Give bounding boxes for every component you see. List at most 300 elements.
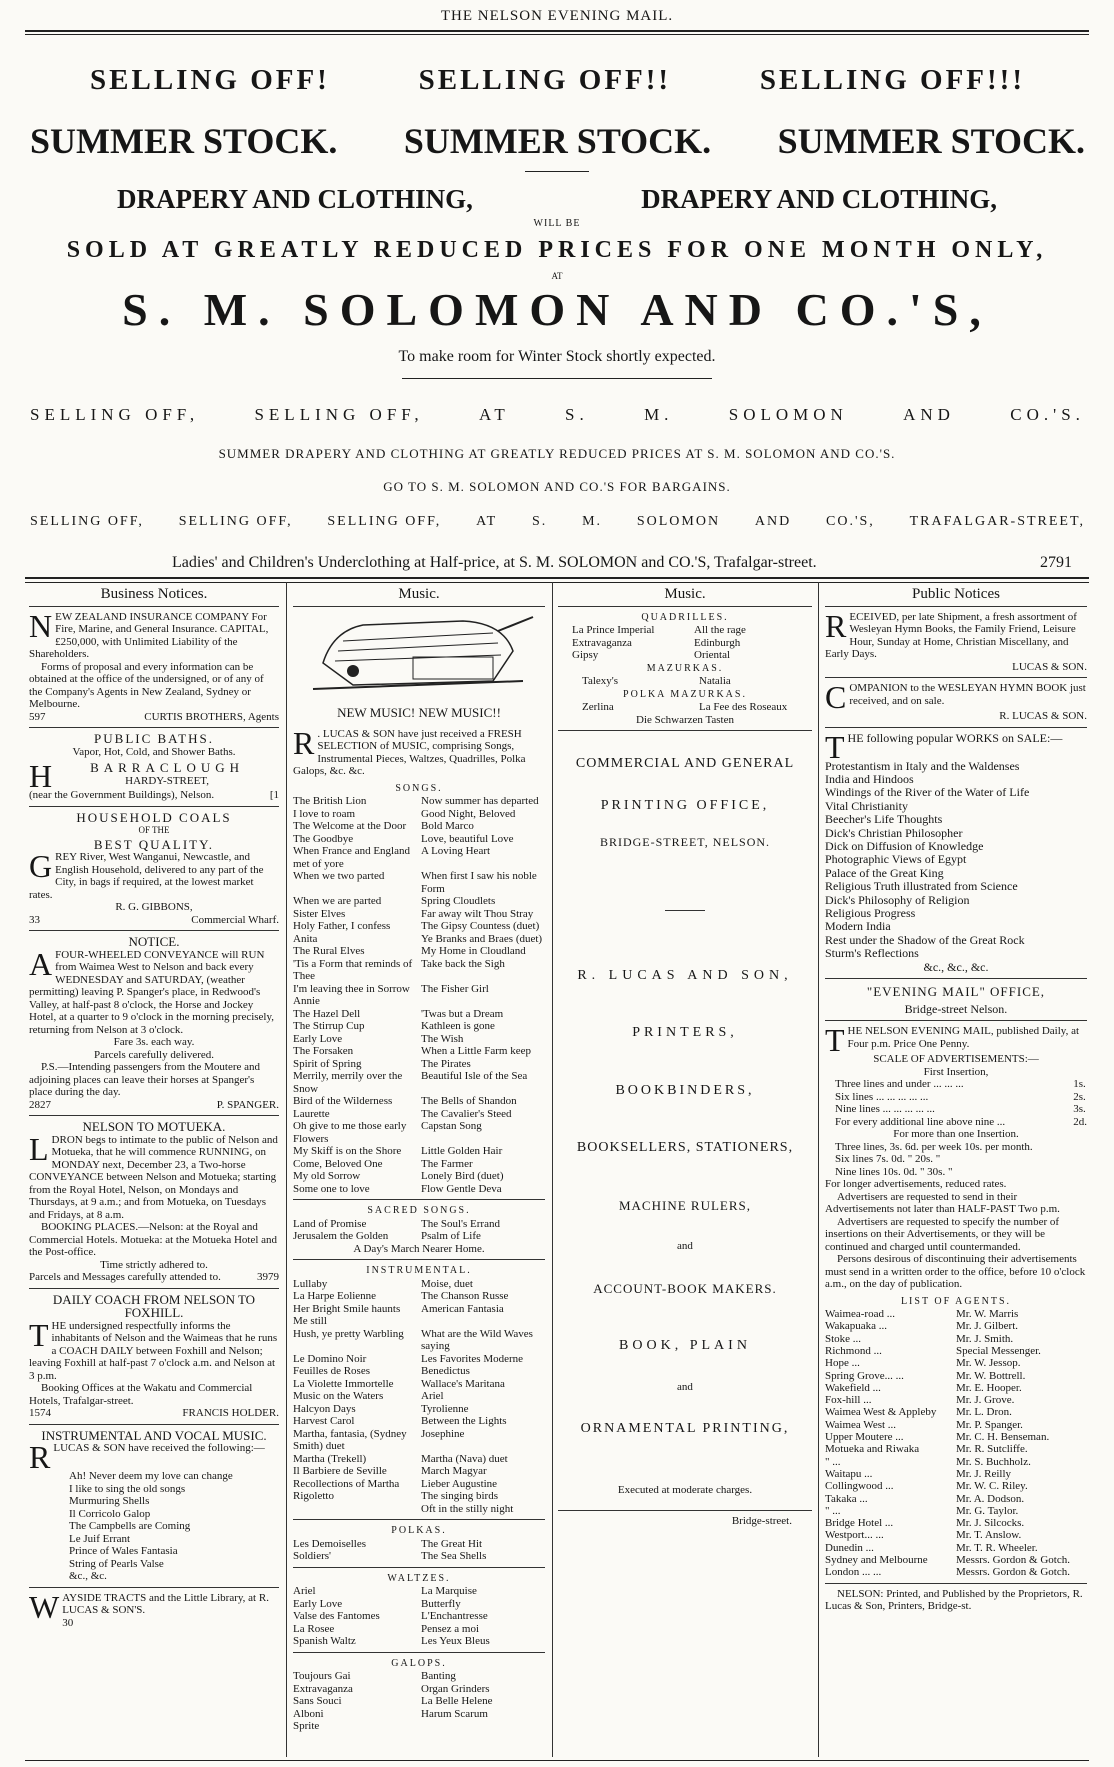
drop-cap: W — [29, 1588, 60, 1625]
l4-e: S. — [531, 514, 548, 529]
work-title: Religious Progress — [825, 905, 916, 920]
galop: La Belle Helene — [421, 1695, 493, 1707]
sacred-song: Psalm of Life — [421, 1230, 481, 1242]
divider — [558, 730, 812, 731]
polka-mazurkas-list — [558, 701, 812, 714]
instrumental-piece: Il Barbiere de Seville — [293, 1465, 387, 1477]
mail-p3: Persons desirous of discontinuing their advertisements must send in a written order to the office, before 10 o'clock a.m., on the day of publication. — [825, 1253, 1086, 1291]
conveyance-sig: P. SPANGER. — [216, 1098, 279, 1111]
divider — [29, 727, 279, 728]
column-business-notices — [29, 588, 279, 1629]
agent-cell: Mr. W. C. Riley. — [956, 1480, 1028, 1493]
song-title: Beautiful Isle of the Sea — [421, 1070, 528, 1082]
galops-title: GALOPS. — [391, 1657, 447, 1669]
insurance-body: Forms of proposal and every information can be obtained at the office of the undersigned, or of any of the Company's Agents in New Zealand, Sydney or Melbourne. — [29, 660, 264, 710]
polka: Soldiers' — [293, 1550, 332, 1562]
agent-cell: Mr. R. Sutcliffe. — [956, 1443, 1028, 1456]
divider — [825, 978, 1087, 979]
public-notices-heading: Public Notices — [912, 586, 1000, 602]
rate-cell: For every additional line above nine ... — [835, 1115, 1006, 1128]
song-title: Spring Cloudlets — [421, 895, 496, 907]
drop-cap: H — [29, 758, 53, 794]
agent-cell: Stoke ... — [825, 1332, 862, 1345]
divider — [29, 806, 279, 807]
divider — [29, 930, 279, 931]
music-instruments-icon — [293, 611, 545, 699]
notice-title: NOTICE. — [128, 934, 180, 949]
agent-cell: Collingwood ... — [825, 1480, 894, 1493]
divider — [293, 606, 545, 607]
agent-cell: Mr. T. R. Wheeler. — [956, 1541, 1038, 1554]
waltz: L'Enchantresse — [421, 1610, 488, 1622]
agent-cell: " ... — [825, 1504, 841, 1517]
divider — [29, 1115, 279, 1116]
agent-cell: Waimea-road ... — [825, 1308, 895, 1321]
conveyance-ps: P.S.—Intending passengers from the Moutere and adjoining places can leave their horses at Spanger's place during the day. — [29, 1061, 261, 1098]
coach-notice — [29, 1316, 279, 1420]
song-title: Far away wilt Thou Stray — [421, 907, 534, 920]
companion-text: OMPANION to the WESLEYAN HYMN BOOK just received, and on sale. — [849, 682, 1086, 707]
agent-cell: Mr. C. H. Benseman. — [956, 1431, 1050, 1444]
printing-line-1: COMMERCIAL AND GENERAL — [575, 756, 795, 771]
works-list — [825, 760, 1087, 961]
song-title: Love, beautiful Love — [421, 832, 514, 845]
mail-more: For more than one Insertion. — [893, 1128, 1019, 1141]
selling-line-1 — [30, 405, 1085, 425]
l1-a: SELLING OFF, — [30, 405, 200, 424]
polka-mazurkas-extra: Die Schwarzen Tasten — [636, 713, 734, 726]
list-item: Il Corricolo Galop — [69, 1507, 151, 1520]
agent-cell: Mr. J. Smith. — [956, 1332, 1014, 1345]
agent-cell: Mr. W. Marris — [956, 1308, 1019, 1321]
coals-best: BEST QUALITY. — [93, 836, 215, 852]
rate-cell: 2s. — [1073, 1090, 1086, 1103]
waltz: Les Yeux Bleus — [421, 1635, 490, 1647]
instrumental-piece — [293, 1503, 417, 1516]
ad-number: 2791 — [1040, 554, 1072, 571]
rate-cell: Three lines and under ... ... ... — [835, 1078, 964, 1091]
agent-cell: Bridge Hotel ... — [825, 1517, 894, 1530]
rate-cell: 3s. — [1073, 1103, 1086, 1116]
song-title: The Gipsy Countess (duet) — [421, 920, 540, 932]
agent-cell: Mr. S. Buchholz. — [956, 1455, 1031, 1468]
selling-off-1: SELLING OFF! — [90, 64, 330, 96]
agent-cell: Mr. J. Gilbert. — [956, 1320, 1019, 1333]
song-title: A Loving Heart — [421, 845, 491, 857]
mail-scale: SCALE OF ADVERTISEMENTS:— — [873, 1053, 1039, 1066]
tracts-text: AYSIDE TRACTS and the Little Library, at R. LUCAS & SON'S. — [62, 1591, 269, 1616]
trade-bookbinders: BOOKBINDERS, — [615, 1082, 755, 1098]
song-title: Capstan Song — [421, 1120, 482, 1132]
l4-a: SELLING OFF, — [30, 514, 144, 529]
divider — [29, 606, 279, 607]
work-title: Windings of the River of the Water of Life — [825, 785, 1030, 800]
agent-cell: London ... ... — [825, 1566, 882, 1579]
galop: Extravaganza — [293, 1682, 353, 1695]
coach-num: 1574 — [29, 1407, 51, 1419]
drop-cap: R — [29, 1439, 51, 1475]
music-heading: Music. — [398, 586, 440, 602]
galop: Banting — [421, 1670, 456, 1682]
song-title: Early Love — [293, 1032, 343, 1045]
baths-name: BARRACLOUGH — [90, 760, 245, 775]
will-be: WILL BE — [533, 218, 581, 229]
agent-cell: Hope ... — [825, 1357, 860, 1370]
instrumental-piece: Oft in the stilly night — [421, 1502, 514, 1515]
polkas-list — [293, 1538, 545, 1563]
agent-cell: Messrs. Gordon & Gotch. — [956, 1566, 1070, 1579]
insurance-text: EW ZEALAND INSURANCE COMPANY For Fire, Marine, and General Insurance. CAPITAL, £250,000, with Unlimited Liability of the Shareholders. — [29, 610, 269, 660]
instrumental-piece: Lieber Augustine — [421, 1477, 498, 1490]
song-title: When France and England met of yore — [293, 845, 410, 870]
trade-booksellers: BOOKSELLERS, STATIONERS, — [576, 1140, 794, 1155]
music-intro — [293, 724, 545, 778]
ad-bottom-rule — [25, 577, 1089, 579]
work-title: Dick's Christian Philosopher — [825, 825, 963, 840]
galop: Toujours Gai — [293, 1670, 351, 1682]
galop: Alboni — [293, 1707, 324, 1720]
l1-g: AND — [903, 405, 955, 424]
coals-wharf: Commercial Wharf. — [191, 913, 279, 926]
drapery-1: DRAPERY AND CLOTHING, — [117, 184, 473, 214]
divider — [29, 1288, 279, 1289]
song-title: My Skiff is on the Shore — [293, 1145, 402, 1157]
new-music-banner: NEW MUSIC! NEW MUSIC!! — [337, 705, 501, 720]
polka-mazurka: La Fee des Roseaux — [699, 701, 788, 713]
list-item: Murmuring Shells — [69, 1495, 150, 1507]
agent-cell: Waimea West ... — [825, 1418, 897, 1431]
music-heading-2: Music. — [664, 586, 706, 602]
conveyance-fare: Fare 3s. each way. — [113, 1036, 195, 1048]
agents-list — [825, 1308, 1087, 1579]
drapery-row — [117, 184, 997, 215]
quadrille: Extravaganza — [572, 636, 632, 649]
rate-cell: Six lines ... ... ... ... ... — [835, 1090, 929, 1103]
agent-cell: Mr. G. Taylor. — [956, 1504, 1019, 1517]
instrumental-piece: Music on the Waters — [293, 1390, 384, 1402]
galop: Organ Grinders — [421, 1682, 490, 1695]
lucas-firm: R. LUCAS AND SON, — [577, 967, 793, 983]
polka: Les Demoiselles — [293, 1537, 367, 1550]
instrumental-list — [293, 1278, 545, 1516]
song-title: When first I saw his noble Form — [421, 870, 537, 895]
divider — [558, 606, 812, 607]
agent-cell: Dunedin ... — [825, 1541, 874, 1554]
song-title: The Wish — [421, 1032, 464, 1045]
trade-book-plain: BOOK, PLAIN — [619, 1338, 751, 1353]
coach-text: HE undersigned respectfully informs the inhabitants of Nelson and the Waimeas that he runs a COACH DAILY between Foxhill and Nelson; leaving Foxhill at half-past 7 o'clock a.m. and Nelson at 3 p.m. — [29, 1319, 278, 1382]
summer-stock-2: SUMMER STOCK. — [403, 121, 712, 161]
instrumental-piece: Les Favorites Moderne — [421, 1352, 524, 1365]
agent-cell: Mr. L. Dron. — [956, 1406, 1012, 1419]
song-title: The Forsaken — [293, 1045, 354, 1057]
ad-bottom-rule-thin — [25, 582, 1089, 583]
mail-first: First Insertion, — [923, 1065, 989, 1078]
quadrille: Oriental — [694, 649, 731, 661]
summer-stock-3: SUMMER STOCK. — [777, 121, 1085, 161]
song-title: My old Sorrow — [293, 1170, 361, 1182]
selling-line-4 — [30, 514, 1085, 530]
instrumental-piece: Halcyon Days — [293, 1402, 356, 1415]
divider — [825, 727, 1087, 728]
l1-b: SELLING OFF, — [254, 405, 424, 424]
drop-cap: L — [29, 1130, 49, 1167]
song-title: Lonely Bird (duet) — [421, 1170, 504, 1182]
rate-cell: 1s. — [1073, 1078, 1086, 1091]
column-divider-2 — [552, 582, 553, 1757]
agent-cell: Mr. P. Spanger. — [956, 1418, 1023, 1431]
firm-name: S. M. SOLOMON AND CO.'S, — [122, 284, 992, 335]
trade-printers: PRINTERS, — [632, 1025, 738, 1040]
companion-sig: R. LUCAS & SON. — [999, 710, 1087, 722]
make-room: To make room for Winter Stock shortly expected. — [398, 348, 716, 365]
work-title: Dick's Philosophy of Religion — [825, 892, 970, 907]
instrumental-piece: Tyrolienne — [421, 1402, 469, 1415]
galop — [421, 1720, 545, 1733]
mazurkas-list — [558, 675, 812, 688]
trade-machine-rulers: MACHINE RULERS, — [618, 1197, 751, 1213]
song-title: The Stirrup Cup — [293, 1020, 365, 1032]
song-title: The Fisher Girl — [421, 982, 489, 995]
mail-p1: Advertisers are requested to send in their Advertisements not later than HALF-PAST Two p.m. — [825, 1190, 1060, 1216]
drapery-2: DRAPERY AND CLOTHING, — [641, 184, 997, 214]
l4-f: M. — [582, 514, 603, 529]
waltz: Pensez a moi — [421, 1622, 480, 1635]
quadrille: All the rage — [694, 624, 746, 636]
work-title: Modern India — [825, 919, 891, 934]
divider — [825, 1583, 1087, 1584]
masthead-rule-thin — [25, 34, 1089, 35]
instrumental-piece: Benedictus — [421, 1365, 470, 1377]
instrumental-piece: La Harpe Eolienne — [293, 1290, 377, 1302]
list-item: Ah! Never deem my love can change — [69, 1470, 233, 1482]
agent-cell: Richmond ... — [825, 1344, 882, 1357]
quadrilles-title: QUADRILLES. — [641, 611, 729, 623]
songs-title: SONGS. — [395, 782, 443, 794]
mazurkas-title: MAZURKAS. — [646, 662, 724, 674]
instrumental-piece: The Chanson Russe — [421, 1290, 509, 1302]
agent-cell: Wakapuaka ... — [825, 1320, 888, 1333]
quadrille: Gipsy — [572, 649, 599, 661]
divider — [293, 1199, 545, 1200]
motueka-booking: BOOKING PLACES.—Nelson: at the Royal and Commercial Hotels. Motueka: at the Motueka Hotel and the Post-office. — [29, 1221, 278, 1258]
song-title: Little Golden Hair — [421, 1145, 503, 1157]
instrumental-piece: March Magyar — [421, 1465, 487, 1477]
coals-title: HOUSEHOLD COALS — [76, 809, 232, 825]
music-title: INSTRUMENTAL AND VOCAL MUSIC. — [41, 1427, 267, 1443]
instrumental-piece: Martha (Trekell) — [293, 1452, 367, 1465]
conveyance-notice — [29, 945, 279, 1112]
agent-cell: Wakefield ... — [825, 1381, 881, 1394]
song-title: Merrily, merrily over the Snow — [293, 1070, 403, 1095]
song-title: Bold Marco — [421, 820, 474, 832]
song-title: Holy Father, I confess — [293, 920, 391, 932]
instrumental-piece: La Violette Immortelle — [293, 1377, 394, 1390]
instrumental-piece: Josephine — [421, 1427, 465, 1440]
waltz: Spanish Waltz — [293, 1635, 356, 1647]
baths-notice — [29, 758, 279, 802]
l1-h: CO.'S. — [1010, 405, 1085, 424]
coach-title: DAILY COACH FROM NELSON TO FOXHILL. — [52, 1291, 256, 1320]
l1-f: SOLOMON — [728, 405, 848, 424]
agent-cell: Mr. A. Dodson. — [956, 1492, 1025, 1505]
list-item: I like to sing the old songs — [69, 1482, 186, 1495]
galops-list — [293, 1670, 545, 1733]
printing-line-2: PRINTING OFFICE, — [600, 797, 770, 813]
waltzes-list — [293, 1585, 545, 1648]
agent-cell: Fox-hill ... — [825, 1394, 872, 1407]
drop-cap: C — [825, 679, 847, 715]
weekly-rate: Three lines, 3s. 6d. per week 10s. per month. — [835, 1140, 1033, 1153]
at-label: AT — [551, 271, 563, 281]
song-title: Kathleen is gone — [421, 1020, 495, 1032]
companion-notice — [825, 679, 1087, 723]
selling-line-2: SUMMER DRAPERY AND CLOTHING AT GREATLY REDUCED PRICES AT S. M. SOLOMON AND CO.'S. — [218, 446, 896, 461]
coach-booking: Booking Offices at the Wakatu and Commercial Hotels, Trafalgar-street. — [29, 1382, 253, 1407]
divider — [29, 1424, 279, 1425]
work-title: Beecher's Life Thoughts — [825, 812, 943, 827]
agent-cell: Waimea West & Appleby — [825, 1406, 937, 1419]
waltzes-title: WALTZES. — [387, 1572, 451, 1584]
drop-cap: R — [293, 724, 315, 761]
song-title: Laurette — [293, 1107, 330, 1120]
received-notice — [825, 607, 1087, 674]
song-title: Come, Beloved One — [293, 1157, 383, 1170]
song-title: Flow Gentle Deva — [421, 1182, 502, 1195]
trade-ornamental: ORNAMENTAL PRINTING, — [580, 1421, 790, 1436]
work-title: Sturm's Reflections — [825, 946, 919, 961]
song-title: The Welcome at the Door — [293, 820, 407, 832]
drop-cap: N — [29, 607, 53, 644]
divider — [665, 910, 705, 911]
galop: Sprite — [293, 1720, 320, 1732]
trade-and-2: and — [677, 1380, 693, 1393]
imprint: NELSON: Printed, and Published by the Proprietors, R. Lucas & Son, Printers, Bridge-st. — [825, 1587, 1083, 1613]
song-title: The British Lion — [293, 795, 367, 807]
received-text: ECEIVED, per late Shipment, a fresh assortment of Wesleyan Hymn Books, the Family Friend, Leisure Hour, Sunday at Home, Christian Miscellany, and Early Days. — [825, 610, 1077, 660]
office-sub: Bridge-street Nelson. — [904, 1001, 1008, 1016]
rates-table — [825, 1078, 1087, 1128]
work-title: Rest under the Shadow of the Great Rock — [825, 932, 1025, 947]
agent-cell: Upper Moutere ... — [825, 1431, 904, 1444]
divider — [558, 1510, 812, 1511]
song-title: The Farmer — [421, 1157, 473, 1170]
song-title: Take back the Sigh — [421, 957, 505, 970]
motueka-num: 3979 — [257, 1271, 279, 1283]
printing-line-3: BRIDGE-STREET, NELSON. — [599, 835, 771, 849]
business-notices-heading: Business Notices. — [100, 586, 208, 602]
drop-cap: G — [29, 848, 53, 884]
mazurka: Natalia — [699, 675, 731, 687]
column-music — [293, 588, 545, 1733]
instrumental-piece: Ariel — [421, 1390, 444, 1402]
song-title: The Pirates — [421, 1057, 471, 1070]
divider — [293, 1259, 545, 1260]
work-title: Photographic Views of Egypt — [825, 852, 967, 867]
waltz: La Rosee — [293, 1622, 335, 1635]
instrumental-piece: Wallace's Maritana — [421, 1377, 505, 1390]
motueka-notice — [29, 1130, 279, 1284]
coals-of: OF THE — [138, 825, 170, 835]
waltz: Early Love — [293, 1597, 343, 1610]
divider — [293, 1652, 545, 1653]
office-title: "EVENING MAIL" OFFICE, — [866, 984, 1046, 1000]
coals-sig: R. G. GIBBONS, — [115, 901, 193, 913]
song-title: The Bells of Shandon — [421, 1095, 517, 1107]
divider — [825, 1020, 1087, 1021]
mail-longer: For longer advertisements, reduced rates. — [825, 1178, 1007, 1191]
mail-p2: Advertisers are requested to specify the number of insertions on their Advertisements, or they will be continued and charged until countermanded. — [825, 1215, 1060, 1253]
agent-cell: Mr. J. Reilly — [956, 1467, 1012, 1480]
song-title: 'Tis a Form that reminds of Thee — [293, 957, 413, 982]
motueka-time: Time strictly adhered to. — [100, 1258, 208, 1271]
l4-d: AT — [476, 514, 498, 529]
song-title: Good Night, Beloved — [421, 807, 516, 820]
divider — [29, 1587, 279, 1588]
agent-cell: Mr. E. Hooper. — [956, 1381, 1022, 1394]
polka: The Sea Shells — [421, 1550, 487, 1562]
works-notice — [825, 728, 1087, 975]
instrumental-piece: Moise, duet — [421, 1277, 473, 1290]
executed-note: Executed at moderate charges. — [617, 1483, 753, 1496]
column-music-printing — [558, 588, 812, 1528]
l4-c: SELLING OFF, — [327, 514, 442, 529]
waltz: Valse des Fantomes — [293, 1610, 380, 1622]
song-title: The Rural Elves — [293, 945, 365, 957]
waltz: Ariel — [293, 1585, 316, 1597]
song-title: Spirit of Spring — [293, 1057, 362, 1070]
song-title: Sister Elves — [293, 907, 346, 920]
song-title: The Hazel Dell — [293, 1007, 361, 1020]
work-title: Dick on Diffusion of Knowledge — [825, 838, 984, 853]
coach-sig: FRANCIS HOLDER. — [182, 1407, 279, 1419]
conveyance-text: FOUR-WHEELED CONVEYANCE will RUN from Waimea West to Nelson and back every WEDNESDAY and SATURDAY, (weather permitting) leaving P. Spanger's place, in Redwood's Valley, at half-past 8 o'clock, the Horse and Jockey Hotel, at a quarter to 9 o'clock in the morning precisely, returning from Nelson at 3 o'clock. — [29, 948, 275, 1036]
sacred-song: The Soul's Errand — [421, 1217, 500, 1230]
l4-i: CO.'S, — [826, 514, 875, 529]
received-sig: LUCAS & SON. — [1012, 660, 1087, 673]
sold-line: SOLD AT GREATLY REDUCED PRICES FOR ONE MONTH ONLY, — [66, 237, 1048, 263]
short-rule — [525, 171, 589, 172]
agent-cell: Westport... ... — [825, 1529, 884, 1542]
works-text: HE following popular WORKS on SALE:— — [847, 730, 1063, 745]
quadrilles-list — [558, 624, 812, 662]
song-title: When we are parted — [293, 895, 382, 907]
rate-cell: Nine lines ... ... ... ... ... — [835, 1103, 935, 1116]
instrumental-piece: Recollections of Martha — [293, 1477, 400, 1490]
l1-e: M. — [644, 405, 674, 424]
drop-cap: A — [29, 945, 53, 982]
song-title: The Goodbye — [293, 832, 354, 845]
selling-off-3: SELLING OFF!!! — [759, 64, 1025, 96]
masthead: THE NELSON EVENING MAIL. — [440, 8, 674, 24]
agent-cell: Special Messenger. — [956, 1344, 1041, 1357]
song-title: I love to roam — [293, 807, 356, 820]
coals-num: 33 — [29, 913, 40, 926]
baths-near: (near the Government Buildings), Nelson. — [29, 789, 215, 801]
baths-sub: Vapor, Hot, Cold, and Shower Baths. — [72, 745, 236, 758]
masthead-rule — [25, 30, 1089, 32]
song-title: I'm leaving thee in Sorrow Annie — [293, 982, 410, 1007]
instrumental-piece: Between the Lights — [421, 1415, 507, 1427]
trade-and-1: and — [677, 1240, 693, 1252]
tracts-notice — [29, 1588, 279, 1630]
sacred-title: SACRED SONGS. — [367, 1205, 471, 1216]
instrumental-piece: American Fantasia — [421, 1302, 504, 1315]
agent-cell: Mr. W. Bottrell. — [956, 1369, 1026, 1382]
agent-cell: Messrs. Gordon & Gotch. — [956, 1554, 1070, 1567]
column-divider-1 — [286, 582, 287, 1757]
instrumental-piece: Harvest Carol — [293, 1415, 355, 1427]
